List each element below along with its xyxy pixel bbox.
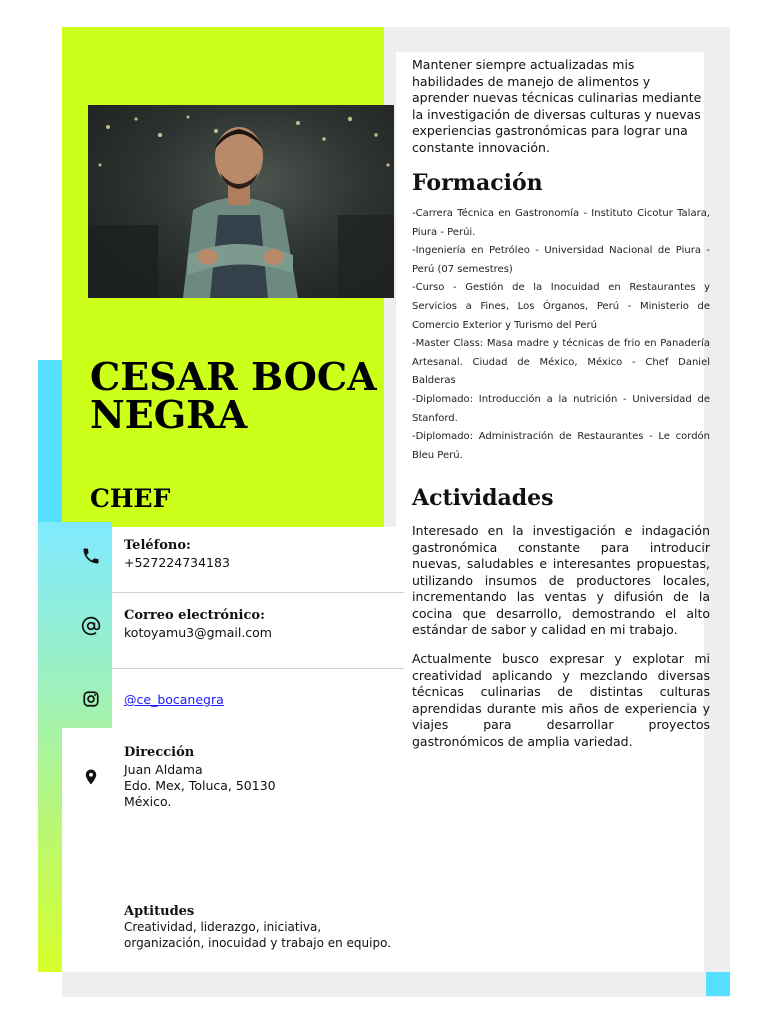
list-item: -Diplomado: Administración de Restaurantes - Le cordón Bleu Perú. [412, 431, 710, 461]
divider [112, 592, 404, 593]
accent-corner [706, 972, 730, 996]
activities-paragraph-2: Actualmente busco expresar y explotar mi creatividad aplicando y mezclando diversas técnicas culinarias de distintas culturas aprendidas durante mis años de experiencia y viajes para desarrollar proyectos gastronómicos de amplia variedad. [412, 651, 710, 749]
list-item: -Ingeniería en Petróleo - Universidad Nacional de Piura - Perú (07 semestres) [412, 245, 710, 275]
person-name: CESAR BOCANEGRA [90, 354, 377, 437]
divider [112, 668, 404, 669]
phone-icon [81, 546, 101, 566]
education-list [412, 205, 710, 465]
phone-value: +527224734183 [124, 555, 230, 570]
address-line-3: México. [124, 794, 172, 809]
list-item: -Carrera Técnica en Gastronomía - Instituto Cicotur Talara, Piura - Perúi. [412, 208, 710, 238]
instagram-icon [82, 690, 102, 710]
list-item: -Diplomado: Introducción a la nutrición - Universidad de Stanford. [412, 393, 710, 424]
education-heading: Formación [412, 170, 543, 196]
list-item: -Curso - Gestión de la Inocuidad en Restaurantes y Servicios a Fines, Los Órganos, Perú - Ministerio de Comercio Exterior y Turismo del Perú [412, 282, 710, 331]
activities-paragraph-1: Interesado en la investigación e indagación gastronómica constante para introducir nuevas, saludables e interesantes propuestas, utilizando insumos de productores locales, incrementando las ventas y difusión de la cocina que desarrollo, demostrando el alto estándar de sabor y calidad en mi trabajo. [412, 523, 710, 637]
instagram-link[interactable]: @ce_bocanegra [124, 692, 224, 707]
address-line-2: Edo. Mex, Toluca, 50130 [124, 778, 276, 793]
phone-label: Teléfono: [124, 538, 191, 553]
objective-text: Mantener siempre actualizadas mis habilidades de manejo de alimentos y aprender nuevas técnicas culinarias mediante la investigación de diversas culturas y nuevas experiencias gastronómicas para lograr una constante innovación. [412, 57, 702, 155]
email-value[interactable]: kotoyamu3@gmail.com [124, 625, 272, 640]
email-label: Correo electrónico: [124, 608, 265, 623]
address-label: Dirección [124, 745, 195, 760]
address-line-1: Juan Aldama [124, 762, 203, 777]
skills-label: Aptitudes [124, 904, 195, 919]
activities-heading: Actividades [412, 485, 554, 511]
accent-strip-cyan [38, 360, 62, 522]
list-item: -Master Class: Masa madre y técnicas de frio en Panadería Artesanal. Ciudad de México, México - Chef Daniel Balderas [412, 338, 710, 387]
location-pin-icon [82, 768, 102, 788]
icon-column-lower [62, 728, 112, 972]
profile-photo [88, 105, 394, 298]
at-sign-icon [81, 616, 101, 636]
skills-text: Creatividad, liderazgo, iniciativa, organización, inocuidad y trabajo en equipo. [124, 920, 392, 950]
person-role: CHEF [90, 484, 171, 513]
